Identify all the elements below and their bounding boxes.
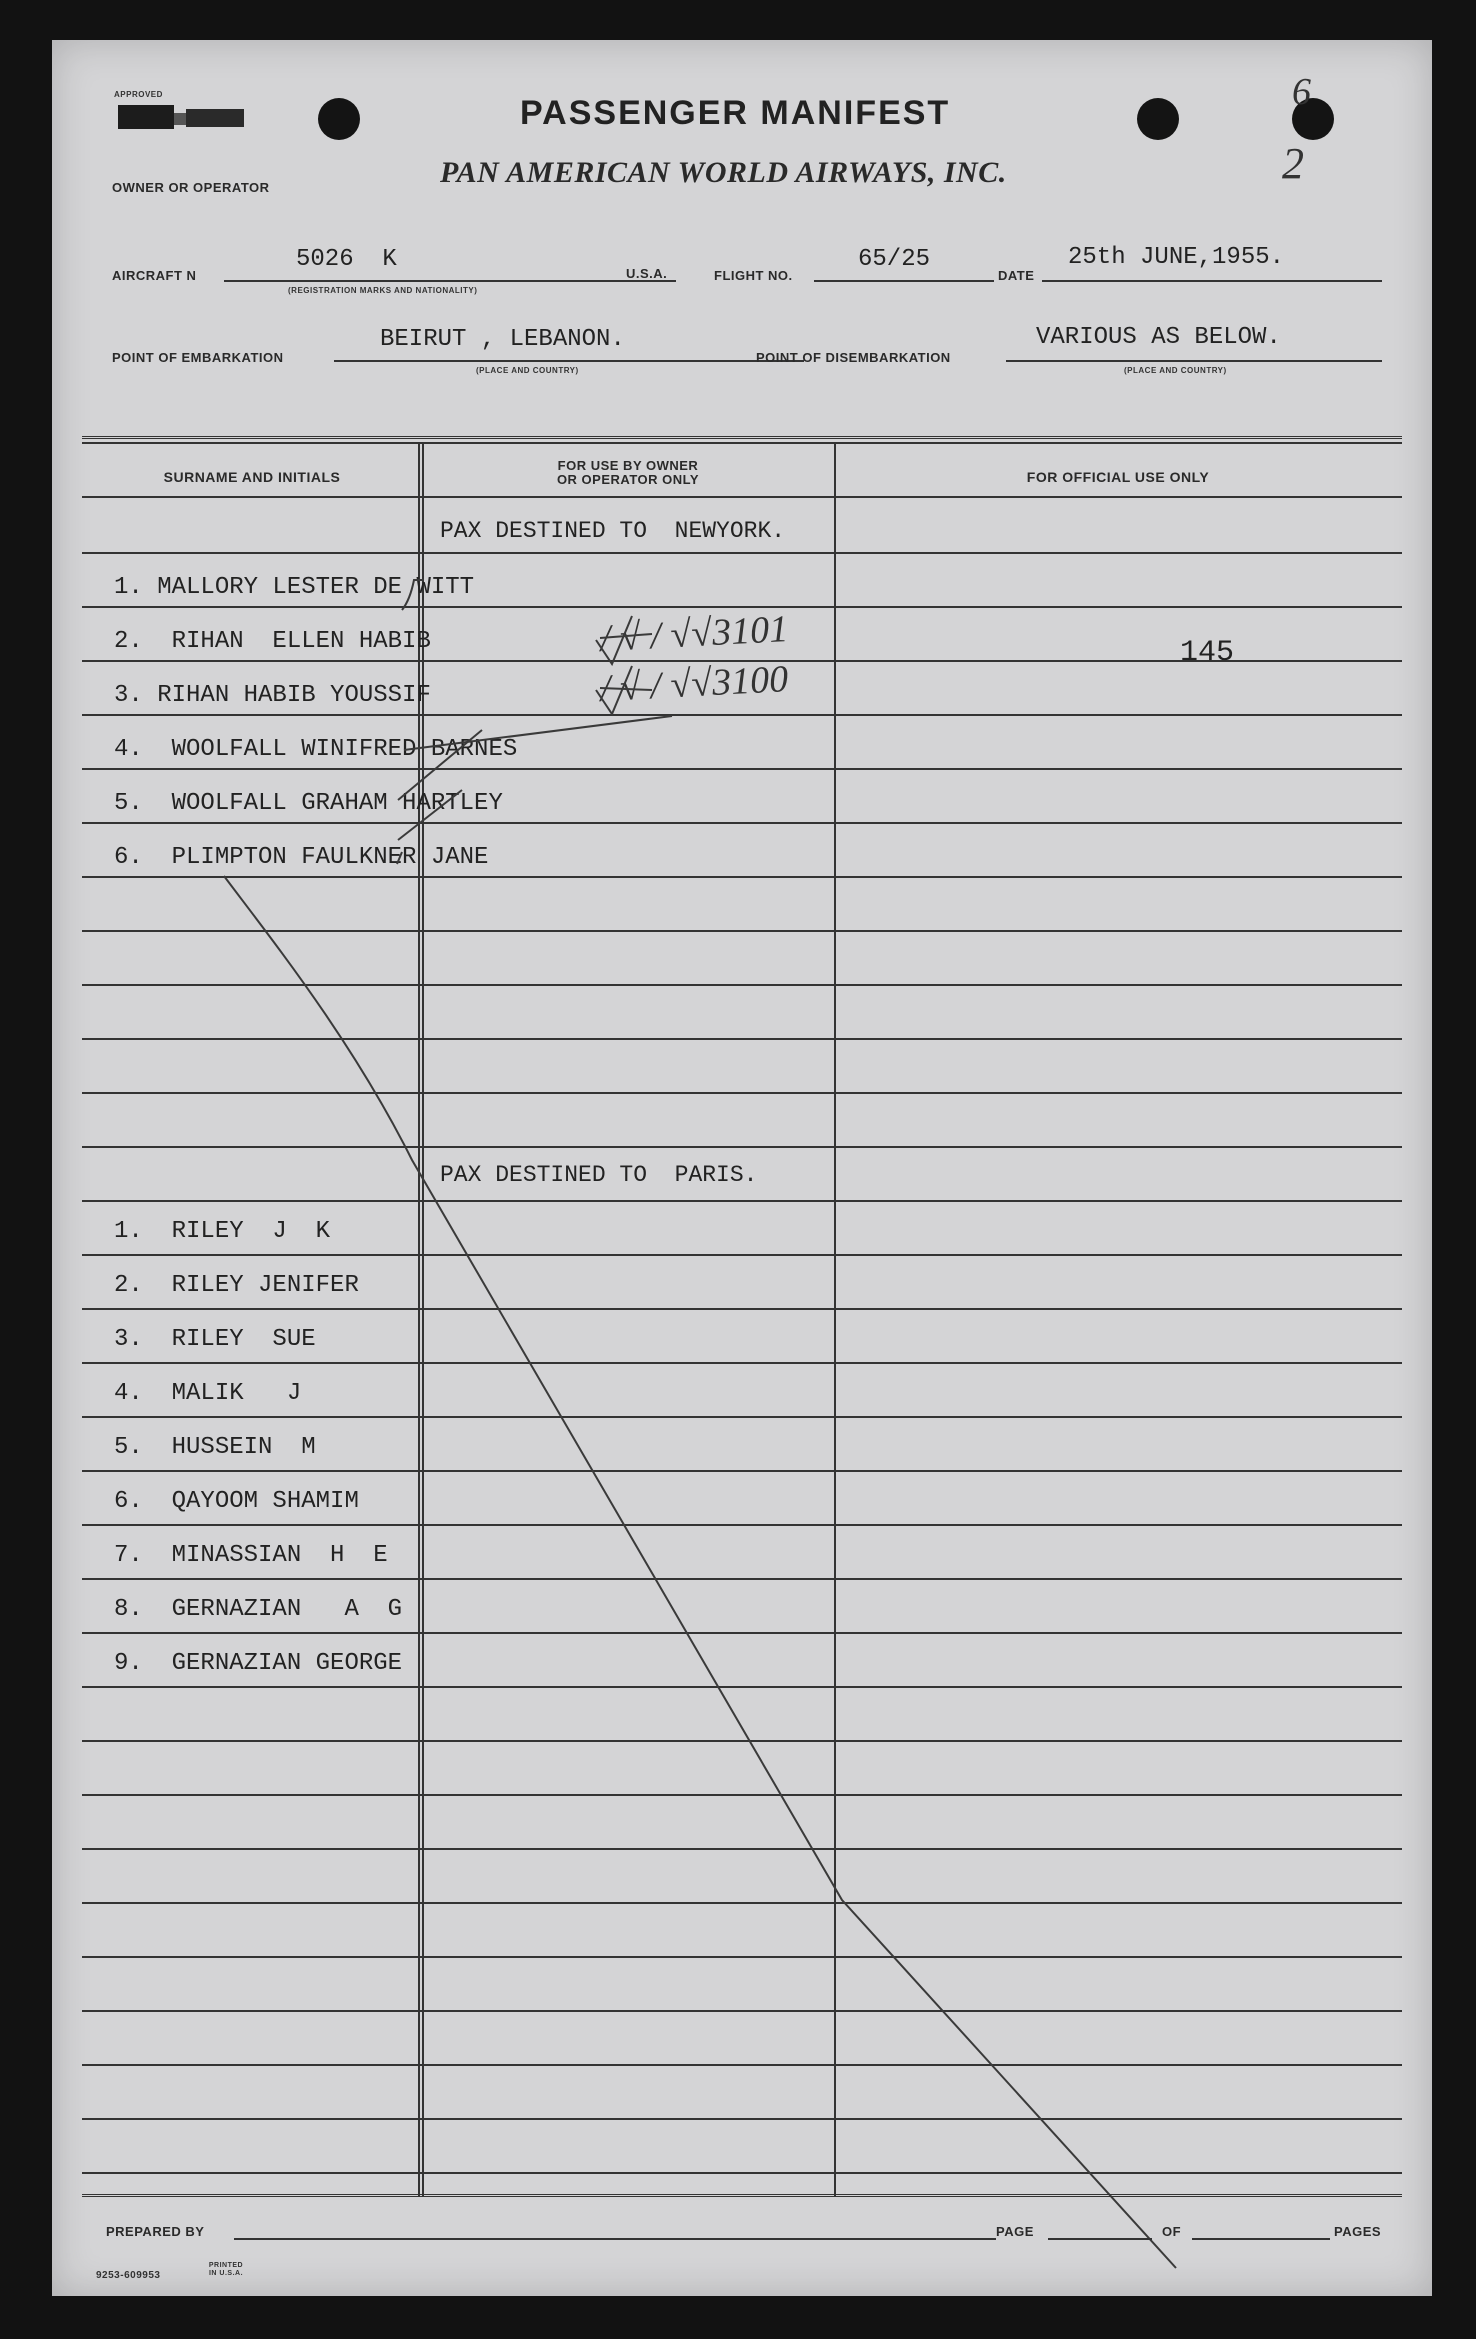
passenger-row: 5. WOOLFALL GRAHAM HARTLEY [114, 790, 503, 817]
passenger-row: 6. QAYOOM SHAMIM [114, 1488, 359, 1515]
section-paris-label: PAX DESTINED TO PARIS. [440, 1162, 758, 1188]
passenger-row: 1. MALLORY LESTER DE WITT [114, 574, 475, 601]
pen-marks [52, 40, 1432, 2296]
flight-label: FLIGHT NO. [714, 268, 793, 283]
passenger-row: 5. HUSSEIN M [114, 1434, 316, 1461]
embarkation-value: BEIRUT , LEBANON. [380, 326, 625, 353]
passenger-row: 2. RILEY JENIFER [114, 1272, 359, 1299]
diagonal-strike-line [224, 876, 1176, 2268]
usa-label: U.S.A. [626, 266, 668, 281]
handwritten-note: / √ / √√3101 [599, 608, 790, 660]
corner-mark-bottom: 2 [1282, 139, 1304, 188]
aircraft-sublabel: (REGISTRATION MARKS AND NATIONALITY) [288, 286, 478, 295]
disembarkation-value: VARIOUS AS BELOW. [1036, 324, 1281, 351]
flight-value: 65/25 [858, 246, 931, 273]
passenger-row: 2. RIHAN ELLEN HABIB [114, 628, 431, 655]
passenger-row: 3. RIHAN HABIB YOUSSIF [114, 682, 431, 709]
airline-name: PAN AMERICAN WORLD AIRWAYS, INC. [440, 156, 1007, 189]
page-label: PAGE [996, 2224, 1034, 2239]
surname-column-header: SURNAME AND INITIALS [163, 469, 341, 485]
aircraft-value: 5026 K [296, 246, 397, 273]
date-value: 25th JUNE,1955. [1068, 244, 1285, 271]
handwritten-note: / √ / √√3100 [599, 658, 790, 710]
passenger-row: 9. GERNAZIAN GEORGE [114, 1650, 403, 1677]
passenger-row: 1. RILEY J K [114, 1218, 331, 1245]
corner-mark-top: 6 [1292, 71, 1311, 113]
document-title: PASSENGER MANIFEST [520, 94, 951, 132]
pages-label: PAGES [1334, 2224, 1382, 2239]
official-use-header: FOR OFFICIAL USE ONLY [1026, 469, 1210, 485]
embarkation-sublabel: (PLACE AND COUNTRY) [476, 366, 579, 375]
passenger-row: 8. GERNAZIAN A G [114, 1596, 403, 1623]
official-number: 145 [1180, 636, 1235, 670]
date-label: DATE [998, 268, 1035, 283]
prepared-by-label: PREPARED BY [106, 2224, 205, 2239]
disembarkation-sublabel: (PLACE AND COUNTRY) [1124, 366, 1227, 375]
approved-stamp-label: APPROVED [114, 90, 163, 99]
owner-label: OWNER OR OPERATOR [112, 180, 270, 195]
aircraft-label: AIRCRAFT N [112, 268, 197, 283]
form-number: 9253-609953 [96, 2270, 161, 2281]
passenger-row: 3. RILEY SUE [114, 1326, 316, 1353]
manifest-page [52, 40, 1432, 2296]
check-mark-icon [596, 616, 632, 664]
embarkation-label: POINT OF EMBARKATION [112, 350, 284, 365]
disembarkation-label: POINT OF DISEMBARKATION [756, 350, 951, 365]
passenger-row: 7. MINASSIAN H E [114, 1542, 388, 1569]
of-label: OF [1162, 2224, 1182, 2239]
passenger-row: 4. MALIK J [114, 1380, 302, 1407]
section-newyork-label: PAX DESTINED TO NEWYORK. [440, 518, 786, 544]
printed-label: PRINTED IN U.S.A. [208, 2262, 244, 2277]
passenger-row: 4. WOOLFALL WINIFRED BARNES [114, 736, 518, 763]
check-mark-icon [402, 580, 424, 610]
passenger-row: 6. PLIMPTON FAULKNER JANE [114, 844, 489, 871]
owner-use-header-line2: OR OPERATOR ONLY [556, 472, 700, 487]
owner-use-header-line1: FOR USE BY OWNER [557, 458, 699, 473]
